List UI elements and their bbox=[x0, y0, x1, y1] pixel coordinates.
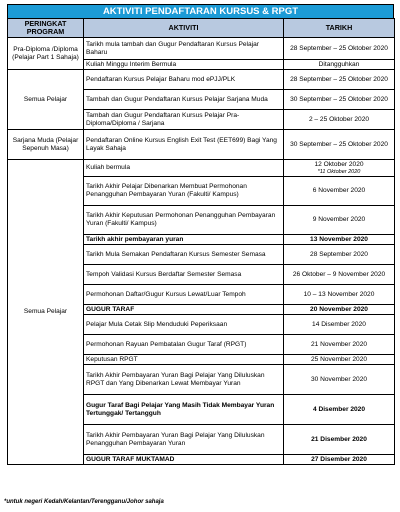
activity-cell: GUGUR TARAF MUKTAMAD bbox=[84, 455, 284, 465]
group-semua-pelajar-1: Semua Pelajar bbox=[8, 70, 84, 130]
date-cell: 9 November 2020 bbox=[284, 206, 395, 235]
activity-cell: Tempoh Validasi Kursus Berdaftar Semester Semasa bbox=[84, 265, 284, 285]
date-cell bbox=[284, 160, 395, 177]
activity-cell: Kuliah Minggu Interim Bermula bbox=[84, 60, 284, 70]
activity-cell: Gugur Taraf Bagi Pelajar Yang Masih Tidak Membayar Yuran Tertunggak/ Tertangguh bbox=[84, 395, 284, 425]
schedule-wrapper bbox=[7, 4, 394, 465]
date-cell: 28 September – 25 Oktober 2020 bbox=[284, 38, 395, 60]
date-cell: 10 – 13 November 2020 bbox=[284, 285, 395, 305]
header-date: TARIKH bbox=[284, 19, 395, 38]
date-cell: 2 – 25 Oktober 2020 bbox=[284, 110, 395, 130]
schedule-table bbox=[7, 18, 395, 465]
footnote: *untuk negeri Kedah/Kelantan/Terengganu/Johor sahaja bbox=[4, 499, 164, 505]
activity-cell: Permohonan Rayuan Pembatalan Gugur Taraf (RPGT) bbox=[84, 335, 284, 355]
date-cell: 30 September – 25 Oktober 2020 bbox=[284, 90, 395, 110]
group-semua-pelajar-2: Semua Pelajar bbox=[8, 160, 84, 465]
activity-cell: Tarikh Akhir Pembayaran Yuran Bagi Pelajar Yang Diluluskan Penangguhan Pembayaran Yuran bbox=[84, 425, 284, 455]
activity-cell: Pendaftaran Kursus Pelajar Baharu mod ePJJ/PLK bbox=[84, 70, 284, 90]
date-footnote: *11 Oktober 2020 bbox=[317, 168, 361, 175]
date-cell: 4 Disember 2020 bbox=[284, 395, 395, 425]
activity-cell: Pelajar Mula Cetak Slip Menduduki Peperiksaan bbox=[84, 315, 284, 335]
date-cell: 28 September 2020 bbox=[284, 245, 395, 265]
date-cell: 14 Disember 2020 bbox=[284, 315, 395, 335]
table-title: AKTIVITI PENDAFTARAN KURSUS & RPGT bbox=[7, 4, 394, 18]
date-cell: 6 November 2020 bbox=[284, 177, 395, 206]
activity-cell: Tarikh akhir pembayaran yuran bbox=[84, 235, 284, 245]
date-cell: 30 September – 25 Oktober 2020 bbox=[284, 130, 395, 160]
date-cell: Ditangguhkan bbox=[284, 60, 395, 70]
date-cell: 21 November 2020 bbox=[284, 335, 395, 355]
header-activity: AKTIVITI bbox=[84, 19, 284, 38]
group-sarjana-muda: Sarjana Muda (Pelajar Sepenuh Masa) bbox=[8, 130, 84, 160]
activity-cell: Tambah dan Gugur Pendaftaran Kursus Pelajar Sarjana Muda bbox=[84, 90, 284, 110]
activity-cell: Tarikh Akhir Pembayaran Yuran Bagi Pelajar Yang Diluluskan RPGT dan Yang Dibenarkan Lewat Membayar Yuran bbox=[84, 365, 284, 395]
date-cell: 27 Disember 2020 bbox=[284, 455, 395, 465]
activity-cell: Tarikh Akhir Keputusan Permohonan Penangguhan Pembayaran Yuran (Fakulti/ Kampus) bbox=[84, 206, 284, 235]
activity-cell: Permohonan Daftar/Gugur Kursus Lewat/Luar Tempoh bbox=[84, 285, 284, 305]
date-value: 12 Oktober 2020 bbox=[314, 161, 364, 169]
date-cell: 26 Oktober – 9 November 2020 bbox=[284, 265, 395, 285]
date-cell: 20 November 2020 bbox=[284, 305, 395, 315]
activity-cell: Tarikh Mula Semakan Pendaftaran Kursus Semester Semasa bbox=[84, 245, 284, 265]
activity-cell: GUGUR TARAF bbox=[84, 305, 284, 315]
activity-cell: Tarikh Akhir Pelajar Dibenarkan Membuat Permohonan Penangguhan Pembayaran Yuran (Fakulti/ Kampus) bbox=[84, 177, 284, 206]
group-pra-diploma bbox=[8, 38, 84, 70]
date-cell: 28 September – 25 Oktober 2020 bbox=[284, 70, 395, 90]
header-program: PERINGKAT PROGRAM bbox=[8, 19, 84, 38]
date-cell: 13 November 2020 bbox=[284, 235, 395, 245]
group-label: Pra-Diploma /Diploma (Pelajar Part 1 Sahaja) bbox=[12, 45, 79, 61]
activity-cell: Tarikh mula tambah dan Gugur Pendaftaran Kursus Pelajar Baharu bbox=[84, 38, 284, 60]
date-cell: 25 November 2020 bbox=[284, 355, 395, 365]
date-cell: 21 Disember 2020 bbox=[284, 425, 395, 455]
activity-cell: Tambah dan Gugur Pendaftaran Kursus Pelajar Pra-Diploma/Diploma / Sarjana bbox=[84, 110, 284, 130]
activity-cell: Keputusan RPGT bbox=[84, 355, 284, 365]
activity-cell: Pendaftaran Online Kursus English Exit Test (EET699) Bagi Yang Layak Sahaja bbox=[84, 130, 284, 160]
date-cell: 30 November 2020 bbox=[284, 365, 395, 395]
activity-cell: Kuliah bermula bbox=[84, 160, 284, 177]
